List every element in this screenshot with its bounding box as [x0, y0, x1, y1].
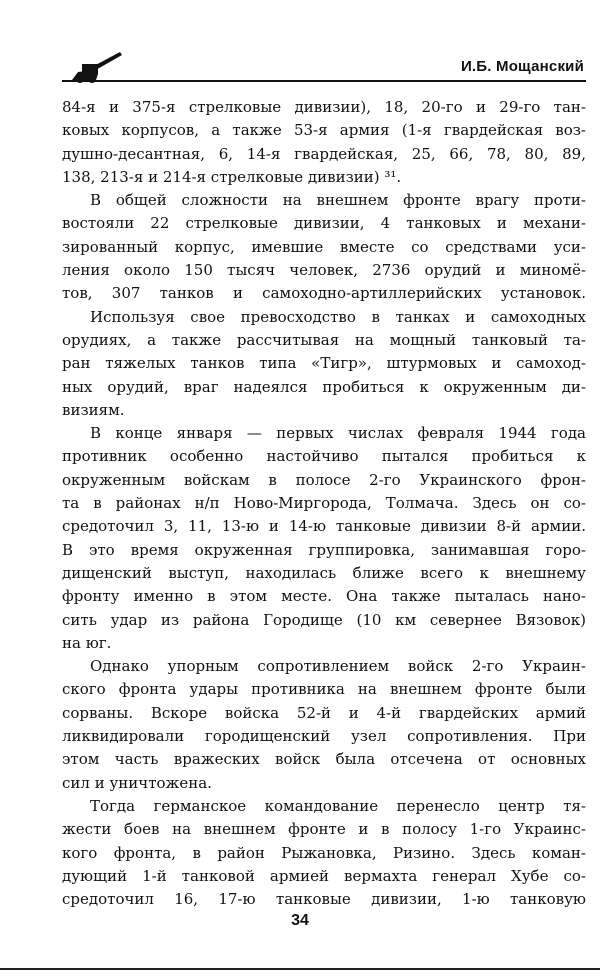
text-line: ликвидировали городищенский узел сопротивления. При [62, 727, 586, 746]
artillery-gun-icon [68, 50, 128, 84]
text-line: В общей сложности на внешнем фронте врагу проти- [90, 191, 586, 210]
body-text [62, 96, 586, 911]
text-line: окруженным войскам в полосе 2-го Украинского фрон- [62, 470, 586, 489]
text-line: В это время окруженная группировка, занимавшая горо- [62, 540, 586, 559]
text-line: В конце января — первых числах февраля 1944 года [90, 424, 586, 443]
text-line: зированный корпус, имевшие вместе со средствами уси- [62, 237, 586, 256]
text-line: ского фронта удары противника на внешнем фронте были [62, 680, 586, 699]
text-line: ковых корпусов, а также 53-я армия (1-я гвардейская воз- [62, 121, 586, 140]
text-line: дищенский выступ, находилась ближе всего к внешнему [62, 563, 586, 582]
text-line: фронту именно в этом месте. Она также пыталась нано- [62, 587, 586, 606]
text-line: средоточил 16, 17-ю танковые дивизии, 1-ю танковую [62, 890, 586, 909]
text-line: этом часть вражеских войск была отсечена от основных [62, 750, 586, 769]
text-line: сил и уничтожена. [62, 773, 212, 792]
text-line: сить удар из района Городище (10 км севернее Вязовок) [62, 610, 586, 629]
running-header [62, 50, 586, 90]
text-line: тов, 307 танков и самоходно-артиллерийских установок. [62, 284, 586, 303]
page-number: 34 [291, 912, 309, 929]
text-line: противник особенно настойчиво пытался пробиться к [62, 447, 586, 466]
text-line: душно-десантная, 6, 14-я гвардейская, 25, 66, 78, 80, 89, [62, 144, 586, 163]
text-line: Тогда германское командование перенесло центр тя- [90, 796, 586, 815]
text-line: кого фронта, в район Рыжановка, Ризино. Здесь коман- [62, 843, 586, 862]
text-line: орудиях, а также рассчитывая на мощный танковый та- [62, 330, 586, 349]
author-name: И.Б. Мощанский [460, 58, 584, 75]
text-line: ных орудий, враг надеялся пробиться к окруженным ди- [62, 377, 586, 396]
bottom-rule [0, 968, 600, 970]
text-line: 138, 213-я и 214-я стрелковые дивизии) ³¹. [62, 167, 402, 186]
text-line: ран тяжелых танков типа «Тигр», штурмовых и самоход- [62, 354, 586, 373]
text-line: сорваны. Вскоре войска 52-й и 4-й гвардейских армий [62, 703, 586, 722]
text-line: Используя свое превосходство в танках и самоходных [90, 307, 586, 326]
text-line: 84-я и 375-я стрелковые дивизии), 18, 20-го и 29-го тан- [62, 98, 586, 116]
text-line: ления около 150 тысяч человек, 2736 орудий и миномё- [62, 261, 586, 280]
header-rule [62, 80, 586, 82]
text-line: на юг. [62, 633, 112, 652]
text-line: Однако упорным сопротивлением войск 2-го Украин- [90, 657, 586, 676]
text-line: жести боев на внешнем фронте и в полосу 1-го Украинс- [62, 820, 586, 839]
text-line: визиям. [62, 400, 125, 419]
text-line: дующий 1-й танковой армией вермахта генерал Хубе со- [62, 866, 586, 885]
text-line: востояли 22 стрелковые дивизии, 4 танковых и механи- [62, 214, 586, 233]
text-line: та в районах н/п Ново-Миргорода, Толмача. Здесь он со- [62, 494, 586, 513]
text-line: средоточил 3, 11, 13-ю и 14-ю танковые дивизии 8-й армии. [62, 517, 586, 536]
